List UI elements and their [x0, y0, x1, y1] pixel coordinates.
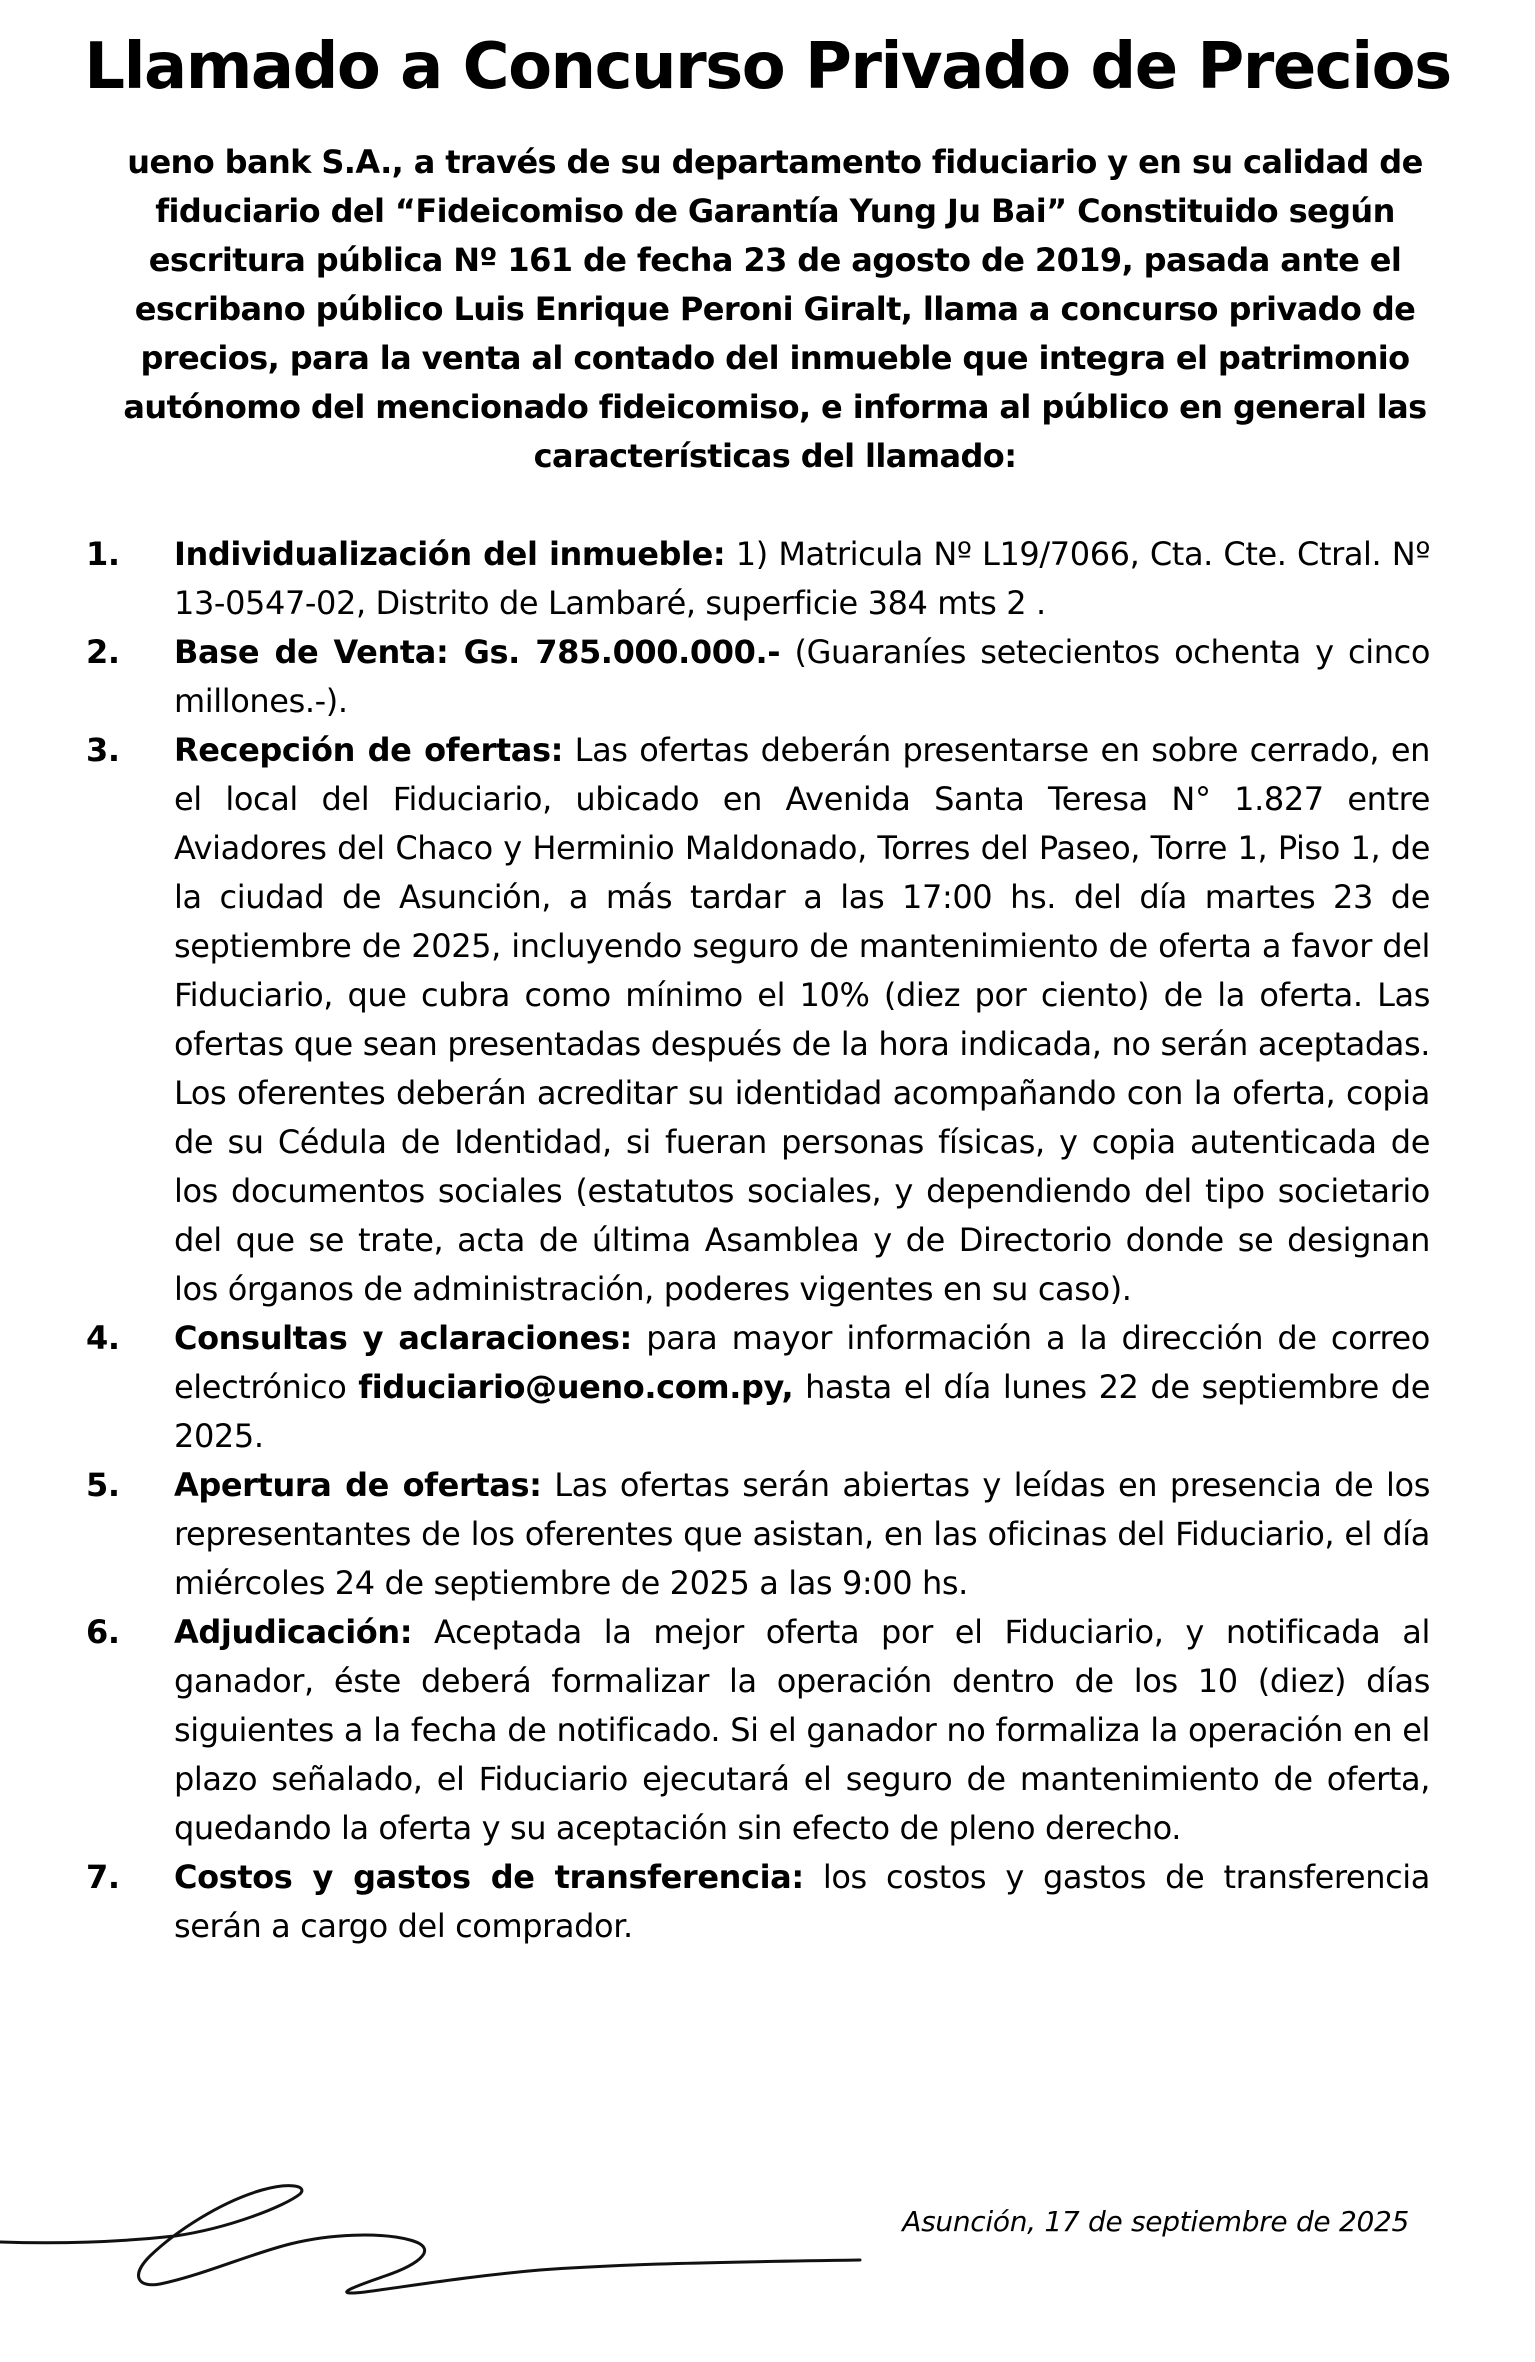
signature-stroke	[0, 2186, 860, 2293]
list-item	[86, 530, 1430, 628]
list-item	[86, 1314, 1430, 1461]
item-label: Recepción de ofertas:	[174, 731, 563, 769]
list-item	[86, 1853, 1430, 1951]
item-label: Apertura de ofertas:	[174, 1466, 542, 1504]
item-text: Las ofertas serán abiertas y leídas en presencia de los representantes de los oferentes que asistan, en las oficinas del Fiduciario, el día miércoles 24 de septiembre de 2025 a las 9:00 hs.	[174, 1466, 1430, 1602]
item-number: 3.	[86, 731, 120, 769]
page-title: Llamado a Concurso Privado de Precios	[84, 30, 1451, 104]
item-label: Base de Venta: Gs. 785.000.000.-	[174, 633, 781, 671]
item-label: Consultas y aclaraciones:	[174, 1319, 632, 1357]
item-number: 6.	[86, 1613, 120, 1651]
item-number: 4.	[86, 1319, 120, 1357]
handwritten-signature-icon	[0, 2180, 900, 2320]
item-number: 7.	[86, 1858, 120, 1896]
item-label: Adjudicación:	[174, 1613, 413, 1651]
item-text: Las ofertas deberán presentarse en sobre cerrado, en el local del Fiduciario, ubicado en Avenida Santa Teresa N° 1.827 entre Aviadores del Chaco y Herminio Maldonado, Torres del Paseo, Torre 1, Piso 1, de la ciudad de Asunción, a más tardar a las 17:00 hs. del día martes 23 de septiembre de 2025, incluyendo seguro de mantenimiento de oferta a favor del Fiduciario, que cubra como mínimo el 10% (diez por ciento) de la oferta. Las ofertas que sean presentadas después de la hora indicada, no serán aceptadas. Los oferentes deberán acreditar su identidad acompañando con la oferta, copia de su Cédula de Identidad, si fueran personas físicas, y copia autenticada de los documentos sociales (estatutos sociales, y dependiendo del tipo societario del que se trate, acta de última Asamblea y de Directorio donde se designan los órganos de administración, poderes vigentes en su caso).	[174, 731, 1430, 1308]
item-text: 1) Matricula Nº L19/7066, Cta. Cte. Ctral. Nº 13-0547-02, Distrito de Lambaré, superficie 384 mts 2 .	[174, 535, 1430, 622]
item-text: Aceptada la mejor oferta por el Fiduciario, y notificada al ganador, éste deberá formalizar la operación dentro de los 10 (diez) días siguientes a la fecha de notificado. Si el ganador no formaliza la operación en el plazo señalado, el Fiduciario ejecutará el seguro de mantenimiento de oferta, quedando la oferta y su aceptación sin efecto de pleno derecho.	[174, 1613, 1430, 1847]
item-label: Individualización del inmueble:	[174, 535, 726, 573]
item-label: Costos y gastos de transferencia:	[174, 1858, 804, 1896]
item-number: 5.	[86, 1466, 120, 1504]
list-item	[86, 726, 1430, 1314]
item-number: 1.	[86, 535, 120, 573]
item-text: para mayor información a la dirección de correo electrónico	[174, 1319, 1430, 1406]
place-and-date: Asunción, 17 de septiembre de 2025	[902, 2205, 1409, 2238]
intro-paragraph: ueno bank S.A., a través de su departamento fiduciario y en su calidad de fiduciario del “Fideicomiso de Garantía Yung Ju Bai” Constituido según escritura pública Nº 161 de fecha 23 de agosto de 2019, pasada ante el escribano público Luis Enrique Peroni Giralt, llama a concurso privado de precios, para la venta al contado del inmueble que integra el patrimonio autónomo del mencionado fideicomiso, e informa al público en general las características del llamado:	[123, 143, 1427, 475]
item-text: (Guaraníes setecientos ochenta y cinco millones.-).	[174, 633, 1430, 720]
item-text-continued: hasta el día lunes 22 de septiembre de 2025.	[174, 1368, 1431, 1455]
item-text: los costos y gastos de transferencia serán a cargo del comprador.	[174, 1858, 1430, 1945]
item-number: 2.	[86, 633, 120, 671]
contact-email: fiduciario@ueno.com.py,	[358, 1368, 794, 1406]
list-item	[86, 1461, 1430, 1608]
list-item	[86, 628, 1430, 726]
conditions-list	[86, 530, 1430, 1951]
list-item	[86, 1608, 1430, 1853]
